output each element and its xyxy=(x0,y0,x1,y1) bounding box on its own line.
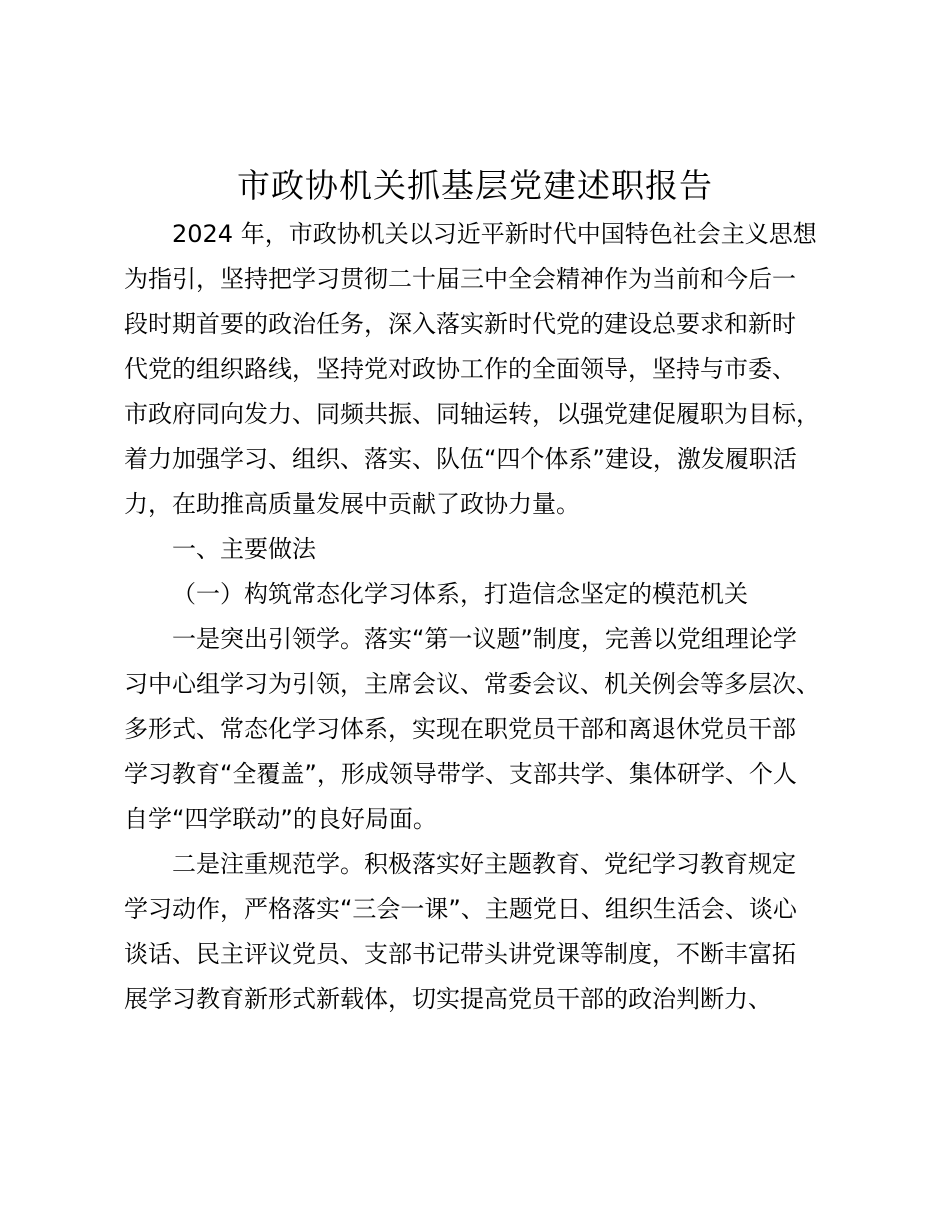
text-line: 多形式、常态化学习体系，实现在职党员干部和离退休党员干部 xyxy=(124,715,796,743)
text-line: 二是注重规范学。积极落实好主题教育、党纪学习教育规定 xyxy=(172,850,796,878)
text-line: 学习动作，严格落实“三会一课”、主题党日、组织生活会、谈心 xyxy=(124,895,797,923)
text-line: 段时期首要的政治任务，深入落实新时代党的建设总要求和新时 xyxy=(124,310,796,338)
text-line: 2024 年，市政协机关以习近平新时代中国特色社会主义思想 xyxy=(172,220,817,248)
text-line: 谈话、民主评议党员、支部书记带头讲党课等制度，不断丰富拓 xyxy=(124,940,796,968)
text-line: 自学“四学联动”的良好局面。 xyxy=(124,805,437,833)
text-line: 一是突出引领学。落实“第一议题”制度，完善以党组理论学 xyxy=(172,625,797,653)
text-line: 力，在助推高质量发展中贡献了政协力量。 xyxy=(124,490,580,518)
text-line: 展学习教育新形式新载体，切实提高党员干部的政治判断力、 xyxy=(124,985,772,1013)
text-line: 代党的组织路线，坚持党对政协工作的全面领导，坚持与市委、 xyxy=(124,355,796,383)
text-line: 学习教育“全覆盖”，形成领导带学、支部共学、集体研学、个人 xyxy=(124,760,797,788)
document-body xyxy=(124,212,844,1022)
text-line: 着力加强学习、组织、落实、队伍“四个体系”建设，激发履职活 xyxy=(124,445,797,473)
text-line: 一、主要做法 xyxy=(172,535,316,563)
document-title: 市政协机关抓基层党建述职报告 xyxy=(237,166,713,205)
text-line: 习中心组学习为引领，主席会议、常委会议、机关例会等多层次、 xyxy=(124,670,820,698)
text-line: 为指引，坚持把学习贯彻二十届三中全会精神作为当前和今后一 xyxy=(124,265,796,293)
text-line: 市政府同向发力、同频共振、同轴运转，以强党建促履职为目标， xyxy=(124,400,820,428)
text-line: （一）构筑常态化学习体系，打造信念坚定的模范机关 xyxy=(172,580,748,608)
